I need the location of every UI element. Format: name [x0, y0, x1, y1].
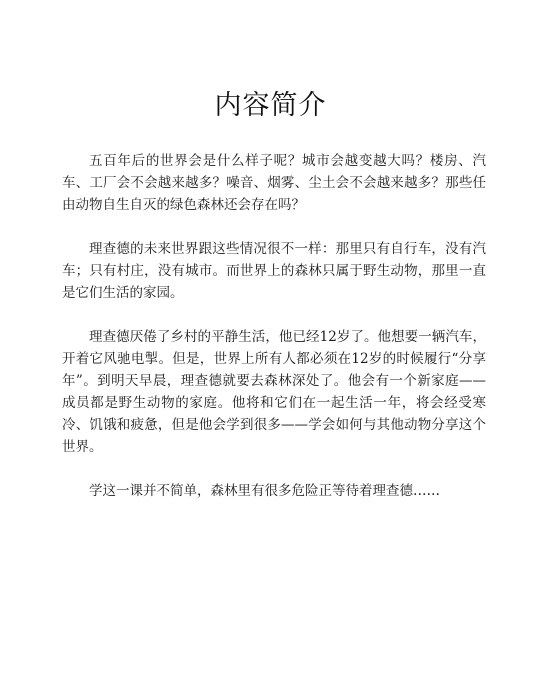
paragraph-4: 学这一课并不简单，森林里有很多危险正等待着理查德…… — [89, 483, 440, 499]
paragraph-2: 理查德的未来世界跟这些情况很不一样：那里只有自行车，没有汽车；只有村庄，没有城市。而世界上的森林只属于野生动物，那里一直是它们生活的家园。 — [62, 241, 486, 301]
paragraph-3: 理查德厌倦了乡村的平静生活，他已经12岁了。他想要一辆汽车，开着它风驰电掣。但是，世界上所有人都必须在12岁的时候履行“分享年”。到明天早晨，理查德就要去森林深处了。他会有一个新家庭——成员都是野生动物的家庭。他将和它们在一起生活一年，将会经受寒冷、饥饿和疲惫，但是他会学到很多——学会如何与其他动物分享这个世界。 — [62, 329, 486, 455]
synopsis-body — [62, 150, 486, 524]
paragraph-1: 五百年后的世界会是什么样子呢？城市会越变越大吗？楼房、汽车、工厂会不会越来越多？噪音、烟雾、尘土会不会越来越多？那些任由动物自生自灭的绿色森林还会存在吗？ — [62, 153, 486, 213]
page-title: 内容简介 — [214, 90, 327, 121]
